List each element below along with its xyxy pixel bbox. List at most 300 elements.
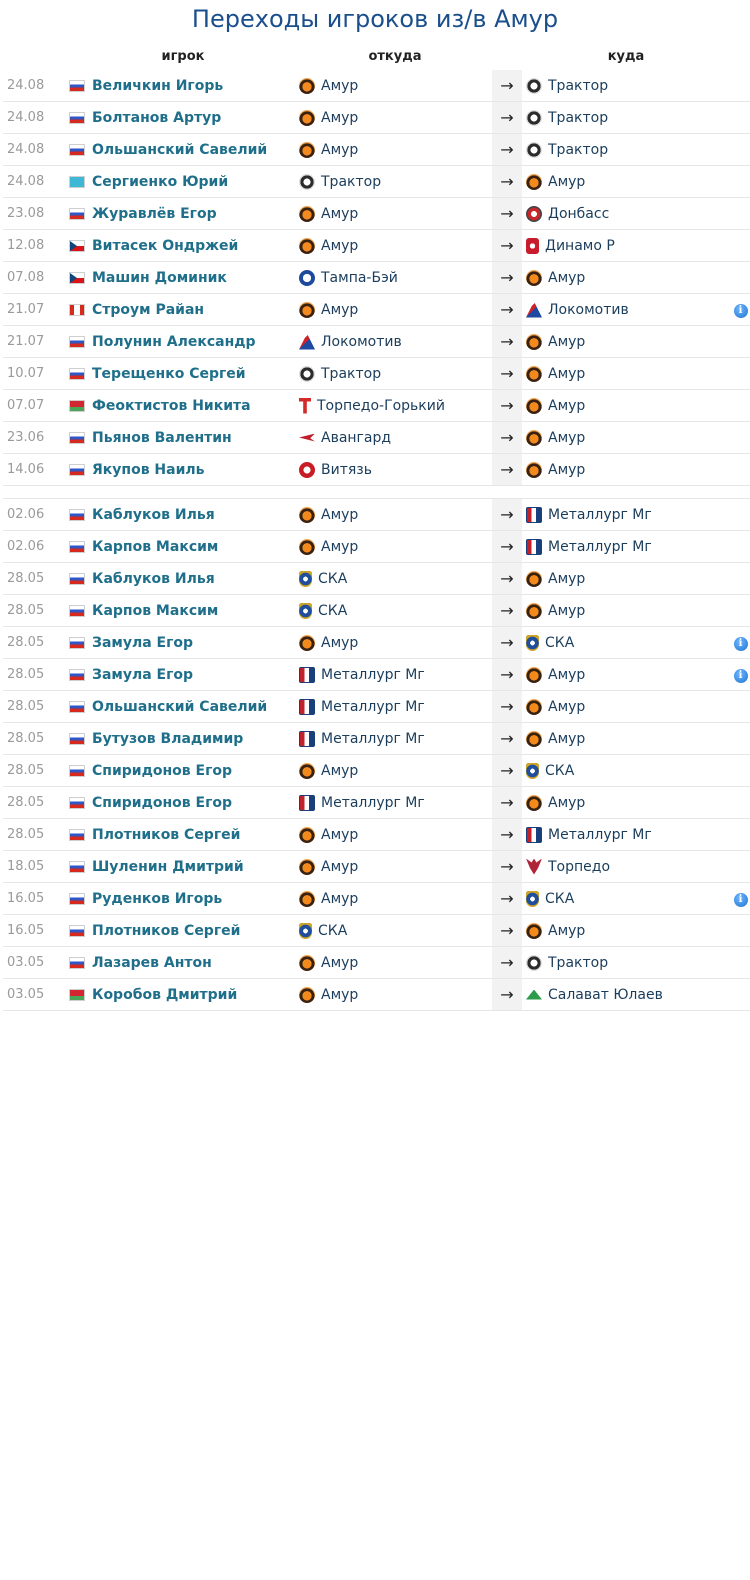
- player-link[interactable]: [69, 923, 297, 939]
- from-team-cell: [298, 198, 492, 230]
- from-team-name[interactable]: Амур: [321, 141, 359, 158]
- transfer-date: 24.08: [3, 134, 68, 166]
- to-team[interactable]: [526, 462, 726, 478]
- flag-ca-icon: [69, 304, 85, 316]
- to-team-name[interactable]: Амур: [548, 397, 586, 414]
- from-team[interactable]: [299, 110, 491, 126]
- to-team[interactable]: [526, 142, 726, 158]
- from-team[interactable]: [299, 539, 491, 555]
- from-team-name[interactable]: Амур: [321, 986, 359, 1003]
- ska-logo-icon: [299, 603, 312, 619]
- from-team[interactable]: [299, 270, 491, 286]
- flag-kz-icon: [69, 176, 85, 188]
- from-team[interactable]: [299, 859, 491, 875]
- player-link[interactable]: [69, 539, 297, 555]
- to-team[interactable]: [526, 699, 726, 715]
- player-name[interactable]: Феоктистов Никита: [92, 397, 251, 414]
- player-link[interactable]: [69, 206, 297, 222]
- player-name[interactable]: Шуленин Дмитрий: [92, 858, 244, 875]
- from-team[interactable]: [299, 827, 491, 843]
- to-team-name[interactable]: СКА: [545, 890, 575, 907]
- transfer-date: 23.08: [3, 198, 68, 230]
- table-row: [3, 595, 750, 627]
- from-team[interactable]: [299, 430, 491, 446]
- to-team[interactable]: [526, 539, 726, 555]
- to-team[interactable]: [526, 110, 726, 126]
- player-cell: [68, 230, 298, 262]
- player-name[interactable]: Строум Райан: [92, 301, 205, 318]
- from-team-name[interactable]: Амур: [321, 506, 359, 523]
- amur-logo-icon: [526, 398, 542, 414]
- table-row: [3, 326, 750, 358]
- info-cell: [727, 595, 750, 627]
- from-team-name[interactable]: Амур: [321, 890, 359, 907]
- to-team-name[interactable]: Амур: [548, 429, 586, 446]
- loko-logo-icon: [299, 334, 315, 350]
- to-team[interactable]: [526, 270, 726, 286]
- from-team[interactable]: [299, 571, 491, 587]
- player-link[interactable]: [69, 795, 297, 811]
- player-name[interactable]: Витасек Ондржей: [92, 237, 239, 254]
- info-icon[interactable]: i: [734, 893, 748, 907]
- to-team[interactable]: [526, 334, 726, 350]
- player-name[interactable]: Полунин Александр: [92, 333, 256, 350]
- info-cell: [727, 102, 750, 134]
- to-team-cell: [522, 755, 727, 787]
- transfers-body: [3, 70, 750, 1011]
- header-arrow: [492, 42, 522, 70]
- from-team-name[interactable]: Амур: [321, 826, 359, 843]
- player-link[interactable]: [69, 667, 297, 683]
- to-team[interactable]: [526, 667, 726, 683]
- from-team[interactable]: [299, 795, 491, 811]
- traktor-logo-icon: [299, 174, 315, 190]
- table-row: [3, 102, 750, 134]
- player-name[interactable]: Болтанов Артур: [92, 109, 222, 126]
- to-team-name[interactable]: СКА: [545, 634, 575, 651]
- table-row: [3, 819, 750, 851]
- to-team-name[interactable]: Салават Юлаев: [548, 986, 663, 1003]
- to-team-name[interactable]: Трактор: [548, 77, 609, 94]
- player-link[interactable]: [69, 270, 297, 286]
- player-link[interactable]: [69, 238, 297, 254]
- from-team-name[interactable]: Амур: [321, 205, 359, 222]
- to-team[interactable]: [526, 891, 726, 907]
- table-row: [3, 358, 750, 390]
- table-row: [3, 787, 750, 819]
- amur-logo-icon: [299, 206, 315, 222]
- flag-ru-icon: [69, 701, 85, 713]
- player-cell: [68, 198, 298, 230]
- to-team[interactable]: [526, 859, 726, 875]
- to-team-cell: [522, 358, 727, 390]
- info-icon[interactable]: i: [734, 637, 748, 651]
- metallurg-logo-icon: [526, 827, 542, 843]
- flag-ru-icon: [69, 541, 85, 553]
- player-link[interactable]: [69, 174, 297, 190]
- arrow-icon: →: [492, 819, 522, 851]
- player-name[interactable]: Пьянов Валентин: [92, 429, 232, 446]
- player-link[interactable]: [69, 507, 297, 523]
- from-team[interactable]: [299, 731, 491, 747]
- to-team-name[interactable]: Динамо Р: [545, 237, 615, 254]
- from-team-cell: [298, 134, 492, 166]
- from-team[interactable]: [299, 891, 491, 907]
- flag-ru-icon: [69, 509, 85, 521]
- to-team[interactable]: [526, 603, 726, 619]
- player-link[interactable]: [69, 334, 297, 350]
- player-link[interactable]: [69, 110, 297, 126]
- to-team-name[interactable]: Амур: [548, 922, 586, 939]
- flag-ru-icon: [69, 893, 85, 905]
- to-team-cell: [522, 454, 727, 486]
- to-team[interactable]: [526, 238, 726, 254]
- from-team-cell: [298, 787, 492, 819]
- from-team-name[interactable]: Торпедо-Горький: [317, 397, 445, 414]
- player-name[interactable]: Спиридонов Егор: [92, 794, 233, 811]
- from-team-name[interactable]: Амур: [321, 954, 359, 971]
- player-link[interactable]: [69, 398, 297, 414]
- to-team-name[interactable]: Трактор: [548, 954, 609, 971]
- player-cell: [68, 595, 298, 627]
- header-info: [727, 42, 750, 70]
- transfer-date: 07.08: [3, 262, 68, 294]
- to-team-name[interactable]: Трактор: [548, 141, 609, 158]
- from-team-name[interactable]: Локомотив: [321, 333, 402, 350]
- to-team[interactable]: [526, 955, 726, 971]
- from-team[interactable]: [299, 923, 491, 939]
- to-team[interactable]: [526, 366, 726, 382]
- player-link[interactable]: [69, 955, 297, 971]
- player-link[interactable]: [69, 699, 297, 715]
- info-icon[interactable]: i: [734, 304, 748, 318]
- from-team-cell: [298, 70, 492, 102]
- flag-ru-icon: [69, 605, 85, 617]
- flag-by-icon: [69, 400, 85, 412]
- to-team[interactable]: [526, 174, 726, 190]
- player-name[interactable]: Плотников Сергей: [92, 922, 241, 939]
- to-team[interactable]: [526, 430, 726, 446]
- player-name[interactable]: Плотников Сергей: [92, 826, 241, 843]
- from-team-name[interactable]: Амур: [321, 237, 359, 254]
- to-team-name[interactable]: Амур: [548, 666, 586, 683]
- transfer-date: 16.05: [3, 883, 68, 915]
- player-name[interactable]: Якупов Наиль: [92, 461, 205, 478]
- to-team-name[interactable]: Амур: [548, 794, 586, 811]
- player-name[interactable]: Руденков Игорь: [92, 890, 223, 907]
- player-link[interactable]: [69, 731, 297, 747]
- from-team[interactable]: [299, 462, 491, 478]
- from-team-name[interactable]: Авангард: [321, 429, 392, 446]
- from-team-name[interactable]: СКА: [318, 570, 348, 587]
- page-title: Переходы игроков из/в Амур: [191, 5, 559, 33]
- from-team-name[interactable]: Амур: [321, 109, 359, 126]
- metallurg-logo-icon: [299, 795, 315, 811]
- to-team-name[interactable]: Амур: [548, 333, 586, 350]
- player-name[interactable]: Машин Доминик: [92, 269, 227, 286]
- amur-logo-icon: [299, 78, 315, 94]
- to-team-cell: [522, 294, 727, 326]
- player-link[interactable]: [69, 78, 297, 94]
- to-team[interactable]: [526, 78, 726, 94]
- player-cell: [68, 70, 298, 102]
- to-team-name[interactable]: СКА: [545, 762, 575, 779]
- table-row: [3, 851, 750, 883]
- player-cell: [68, 691, 298, 723]
- arrow-icon: →: [492, 294, 522, 326]
- to-team-name[interactable]: Амур: [548, 698, 586, 715]
- info-cell: [727, 947, 750, 979]
- transfer-date: 02.06: [3, 499, 68, 531]
- from-team-name[interactable]: Амур: [321, 858, 359, 875]
- to-team-cell: [522, 915, 727, 947]
- info-cell: [727, 851, 750, 883]
- to-team[interactable]: [526, 635, 726, 651]
- from-team-name[interactable]: СКА: [318, 602, 348, 619]
- from-team[interactable]: [299, 174, 491, 190]
- player-name[interactable]: Величкин Игорь: [92, 77, 224, 94]
- to-team-name[interactable]: Амур: [548, 570, 586, 587]
- player-cell: [68, 422, 298, 454]
- separator-cell: [3, 486, 750, 499]
- player-link[interactable]: [69, 603, 297, 619]
- from-team-cell: [298, 262, 492, 294]
- from-team[interactable]: [299, 398, 491, 414]
- player-name[interactable]: Бутузов Владимир: [92, 730, 244, 747]
- to-team-name[interactable]: Локомотив: [548, 301, 629, 318]
- from-team[interactable]: [299, 699, 491, 715]
- player-name[interactable]: Ольшанский Савелий: [92, 698, 268, 715]
- from-team-cell: [298, 723, 492, 755]
- to-team[interactable]: [526, 731, 726, 747]
- from-team[interactable]: [299, 987, 491, 1003]
- to-team-name[interactable]: Донбасс: [548, 205, 610, 222]
- from-team[interactable]: [299, 603, 491, 619]
- player-link[interactable]: [69, 635, 297, 651]
- player-cell: [68, 326, 298, 358]
- to-team[interactable]: [526, 206, 726, 222]
- from-team-name[interactable]: Металлург Мг: [321, 698, 425, 715]
- from-team[interactable]: [299, 366, 491, 382]
- to-team-cell: [522, 198, 727, 230]
- from-team[interactable]: [299, 667, 491, 683]
- to-team-name[interactable]: Амур: [548, 602, 586, 619]
- transfer-date: 03.05: [3, 979, 68, 1011]
- player-name[interactable]: Коробов Дмитрий: [92, 986, 238, 1003]
- flag-ru-icon: [69, 669, 85, 681]
- to-team[interactable]: [526, 571, 726, 587]
- info-cell: [727, 883, 750, 915]
- arrow-icon: →: [492, 390, 522, 422]
- from-team-name[interactable]: Металлург Мг: [321, 666, 425, 683]
- player-link[interactable]: [69, 366, 297, 382]
- player-cell: [68, 358, 298, 390]
- player-link[interactable]: [69, 859, 297, 875]
- player-link[interactable]: [69, 571, 297, 587]
- amur-logo-icon: [526, 270, 542, 286]
- player-name[interactable]: Замула Егор: [92, 634, 194, 651]
- from-team[interactable]: [299, 78, 491, 94]
- to-team-cell: [522, 390, 727, 422]
- to-team[interactable]: [526, 763, 726, 779]
- from-team-name[interactable]: Металлург Мг: [321, 794, 425, 811]
- from-team-name[interactable]: Металлург Мг: [321, 730, 425, 747]
- from-team-cell: [298, 166, 492, 198]
- to-team[interactable]: [526, 923, 726, 939]
- player-cell: [68, 947, 298, 979]
- from-team[interactable]: [299, 763, 491, 779]
- from-team-name[interactable]: Амур: [321, 301, 359, 318]
- table-row: [3, 230, 750, 262]
- info-cell: [727, 422, 750, 454]
- to-team-name[interactable]: Амур: [548, 269, 586, 286]
- to-team-cell: [522, 166, 727, 198]
- to-team[interactable]: [526, 507, 726, 523]
- to-team-name[interactable]: Амур: [548, 730, 586, 747]
- from-team-name[interactable]: Амур: [321, 762, 359, 779]
- transfer-date: 21.07: [3, 326, 68, 358]
- player-link[interactable]: [69, 430, 297, 446]
- from-team-name[interactable]: Трактор: [321, 173, 382, 190]
- player-name[interactable]: Журавлёв Егор: [92, 205, 217, 222]
- player-link[interactable]: [69, 891, 297, 907]
- info-cell: [727, 723, 750, 755]
- to-team-cell: [522, 70, 727, 102]
- amur-logo-icon: [526, 334, 542, 350]
- transfer-date: 28.05: [3, 563, 68, 595]
- from-team[interactable]: [299, 302, 491, 318]
- from-team-name[interactable]: Тампа-Бэй: [321, 269, 398, 286]
- to-team-name[interactable]: Металлург Мг: [548, 538, 652, 555]
- flag-ru-icon: [69, 368, 85, 380]
- amur-logo-icon: [526, 603, 542, 619]
- player-link[interactable]: [69, 987, 297, 1003]
- from-team-name[interactable]: Витязь: [321, 461, 372, 478]
- transfer-date: 24.08: [3, 70, 68, 102]
- amur-logo-icon: [526, 462, 542, 478]
- to-team[interactable]: [526, 302, 726, 318]
- arrow-icon: →: [492, 723, 522, 755]
- arrow-icon: →: [492, 691, 522, 723]
- amur-logo-icon: [299, 142, 315, 158]
- to-team-name[interactable]: Амур: [548, 173, 586, 190]
- flag-cz-icon: [69, 240, 85, 252]
- from-team-name[interactable]: Трактор: [321, 365, 382, 382]
- to-team-name[interactable]: Металлург Мг: [548, 506, 652, 523]
- table-row: [3, 755, 750, 787]
- info-icon[interactable]: i: [734, 669, 748, 683]
- player-name[interactable]: Ольшанский Савелий: [92, 141, 268, 158]
- player-name[interactable]: Замула Егор: [92, 666, 194, 683]
- player-name[interactable]: Каблуков Илья: [92, 506, 215, 523]
- info-cell: [727, 659, 750, 691]
- player-name[interactable]: Лазарев Антон: [92, 954, 212, 971]
- player-name[interactable]: Карпов Максим: [92, 538, 219, 555]
- to-team[interactable]: [526, 795, 726, 811]
- metallurg-logo-icon: [299, 667, 315, 683]
- player-link[interactable]: [69, 827, 297, 843]
- traktor-logo-icon: [526, 78, 542, 94]
- info-cell: [727, 531, 750, 563]
- player-name[interactable]: Терещенко Сергей: [92, 365, 246, 382]
- to-team-cell: [522, 595, 727, 627]
- from-team-cell: [298, 531, 492, 563]
- from-team[interactable]: [299, 206, 491, 222]
- arrow-icon: →: [492, 230, 522, 262]
- table-row: [3, 262, 750, 294]
- info-cell: [727, 979, 750, 1011]
- table-row: [3, 499, 750, 531]
- arrow-icon: →: [492, 134, 522, 166]
- from-team-name[interactable]: Амур: [321, 77, 359, 94]
- player-cell: [68, 454, 298, 486]
- arrow-icon: →: [492, 947, 522, 979]
- to-team[interactable]: [526, 987, 726, 1003]
- to-team-name[interactable]: Металлург Мг: [548, 826, 652, 843]
- player-name[interactable]: Каблуков Илья: [92, 570, 215, 587]
- to-team-cell: [522, 691, 727, 723]
- from-team-cell: [298, 499, 492, 531]
- flag-ru-icon: [69, 80, 85, 92]
- transfer-date: 28.05: [3, 755, 68, 787]
- to-team-cell: [522, 627, 727, 659]
- player-link[interactable]: [69, 302, 297, 318]
- info-cell: [727, 134, 750, 166]
- player-cell: [68, 531, 298, 563]
- from-team-name[interactable]: СКА: [318, 922, 348, 939]
- arrow-icon: →: [492, 70, 522, 102]
- flag-ru-icon: [69, 208, 85, 220]
- from-team[interactable]: [299, 238, 491, 254]
- player-name[interactable]: Карпов Максим: [92, 602, 219, 619]
- traktor-logo-icon: [526, 955, 542, 971]
- transfers-table: [3, 42, 750, 1011]
- to-team[interactable]: [526, 398, 726, 414]
- amur-logo-icon: [299, 110, 315, 126]
- arrow-icon: →: [492, 627, 522, 659]
- from-team-cell: [298, 294, 492, 326]
- to-team-name[interactable]: Торпедо: [548, 858, 611, 875]
- info-cell: [727, 70, 750, 102]
- transfer-date: 16.05: [3, 915, 68, 947]
- to-team-cell: [522, 659, 727, 691]
- to-team-name[interactable]: Трактор: [548, 109, 609, 126]
- from-team-name[interactable]: Амур: [321, 634, 359, 651]
- player-link[interactable]: [69, 142, 297, 158]
- player-link[interactable]: [69, 462, 297, 478]
- to-team[interactable]: [526, 827, 726, 843]
- to-team-name[interactable]: Амур: [548, 365, 586, 382]
- player-cell: [68, 723, 298, 755]
- player-name[interactable]: Сергиенко Юрий: [92, 173, 229, 190]
- flag-ru-icon: [69, 112, 85, 124]
- player-link[interactable]: [69, 763, 297, 779]
- table-row: [3, 70, 750, 102]
- from-team-name[interactable]: Амур: [321, 538, 359, 555]
- from-team[interactable]: [299, 507, 491, 523]
- from-team[interactable]: [299, 142, 491, 158]
- player-name[interactable]: Спиридонов Егор: [92, 762, 233, 779]
- to-team-name[interactable]: Амур: [548, 461, 586, 478]
- to-team-cell: [522, 723, 727, 755]
- transfer-date: 24.08: [3, 102, 68, 134]
- from-team[interactable]: [299, 635, 491, 651]
- header-from: откуда: [368, 48, 422, 64]
- player-cell: [68, 979, 298, 1011]
- info-cell: [727, 230, 750, 262]
- from-team[interactable]: [299, 955, 491, 971]
- from-team[interactable]: [299, 334, 491, 350]
